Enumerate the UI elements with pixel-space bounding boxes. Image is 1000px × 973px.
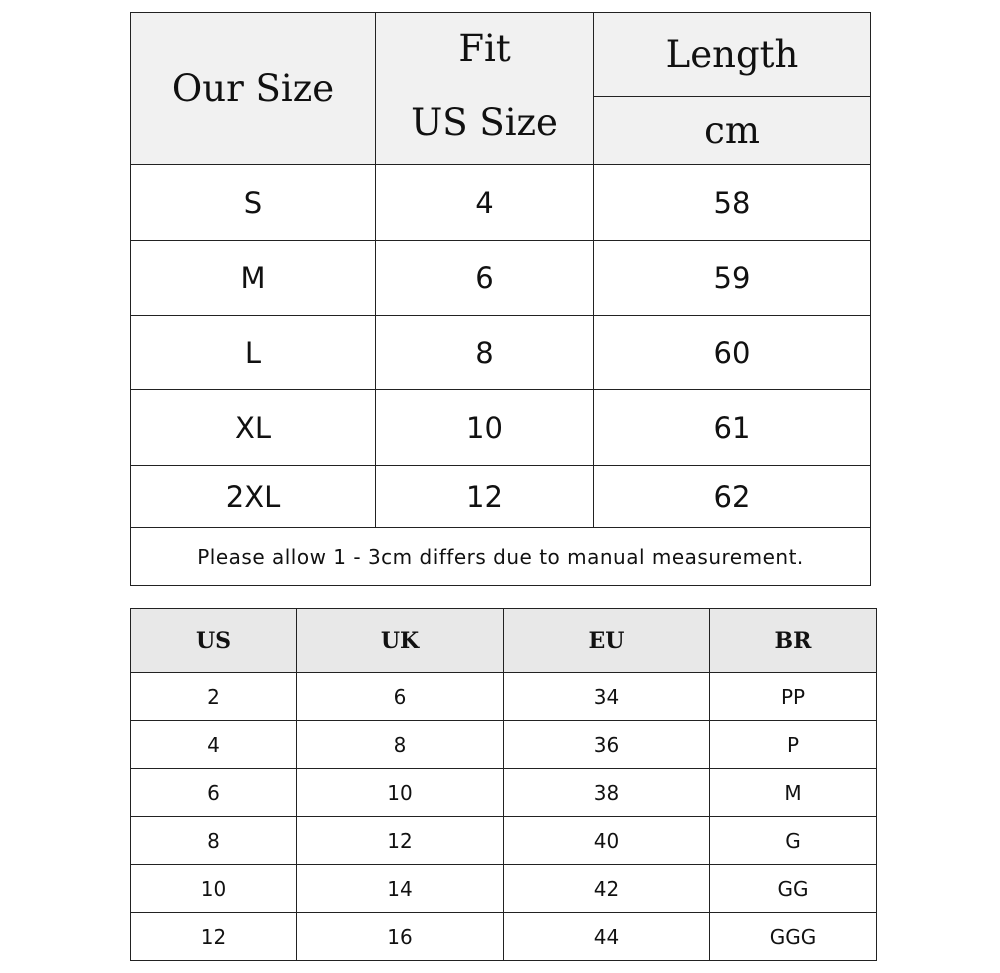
- eu-cell: 42: [504, 865, 710, 913]
- our-size-cell: XL: [131, 390, 376, 466]
- table-row: [131, 390, 871, 466]
- table-row: [131, 913, 877, 961]
- table-row: [131, 241, 871, 316]
- header-uk: UK: [297, 609, 504, 673]
- us-size-cell: 12: [376, 466, 594, 528]
- header-row: [131, 609, 877, 673]
- header-fit-us-size: [376, 13, 594, 165]
- eu-cell: 36: [504, 721, 710, 769]
- us-size-cell: 6: [376, 241, 594, 316]
- length-cell: 60: [594, 316, 871, 390]
- br-cell: P: [710, 721, 877, 769]
- br-cell: PP: [710, 673, 877, 721]
- us-cell: 8: [131, 817, 297, 865]
- eu-cell: 40: [504, 817, 710, 865]
- our-size-cell: 2XL: [131, 466, 376, 528]
- us-size-cell: 10: [376, 390, 594, 466]
- uk-cell: 12: [297, 817, 504, 865]
- header-br: BR: [710, 609, 877, 673]
- table-row: [131, 865, 877, 913]
- header-length: Length: [594, 13, 871, 97]
- uk-cell: 10: [297, 769, 504, 817]
- length-cell: 58: [594, 165, 871, 241]
- header-fit-label: Fit: [458, 27, 511, 70]
- table-row: [131, 165, 871, 241]
- header-our-size: Our Size: [131, 13, 376, 165]
- our-size-cell: S: [131, 165, 376, 241]
- table-row: [131, 769, 877, 817]
- header-us: US: [131, 609, 297, 673]
- table-row: [131, 721, 877, 769]
- us-size-cell: 8: [376, 316, 594, 390]
- uk-cell: 8: [297, 721, 504, 769]
- table-row: [131, 817, 877, 865]
- size-conversion-table: [130, 608, 877, 961]
- us-cell: 12: [131, 913, 297, 961]
- table-row: [131, 466, 871, 528]
- us-cell: 6: [131, 769, 297, 817]
- length-cell: 62: [594, 466, 871, 528]
- us-size-cell: 4: [376, 165, 594, 241]
- us-cell: 4: [131, 721, 297, 769]
- table-row: [131, 316, 871, 390]
- length-cell: 61: [594, 390, 871, 466]
- header-unit: cm: [594, 97, 871, 165]
- br-cell: GG: [710, 865, 877, 913]
- eu-cell: 44: [504, 913, 710, 961]
- uk-cell: 16: [297, 913, 504, 961]
- br-cell: GGG: [710, 913, 877, 961]
- size-fit-table: [130, 12, 871, 586]
- br-cell: M: [710, 769, 877, 817]
- header-us-size-label: US Size: [411, 101, 558, 144]
- measurement-note: Please allow 1 - 3cm differs due to manual measurement.: [131, 528, 871, 586]
- uk-cell: 6: [297, 673, 504, 721]
- eu-cell: 38: [504, 769, 710, 817]
- length-cell: 59: [594, 241, 871, 316]
- us-cell: 2: [131, 673, 297, 721]
- br-cell: G: [710, 817, 877, 865]
- eu-cell: 34: [504, 673, 710, 721]
- table-row: [131, 673, 877, 721]
- our-size-cell: L: [131, 316, 376, 390]
- us-cell: 10: [131, 865, 297, 913]
- header-eu: EU: [504, 609, 710, 673]
- our-size-cell: M: [131, 241, 376, 316]
- uk-cell: 14: [297, 865, 504, 913]
